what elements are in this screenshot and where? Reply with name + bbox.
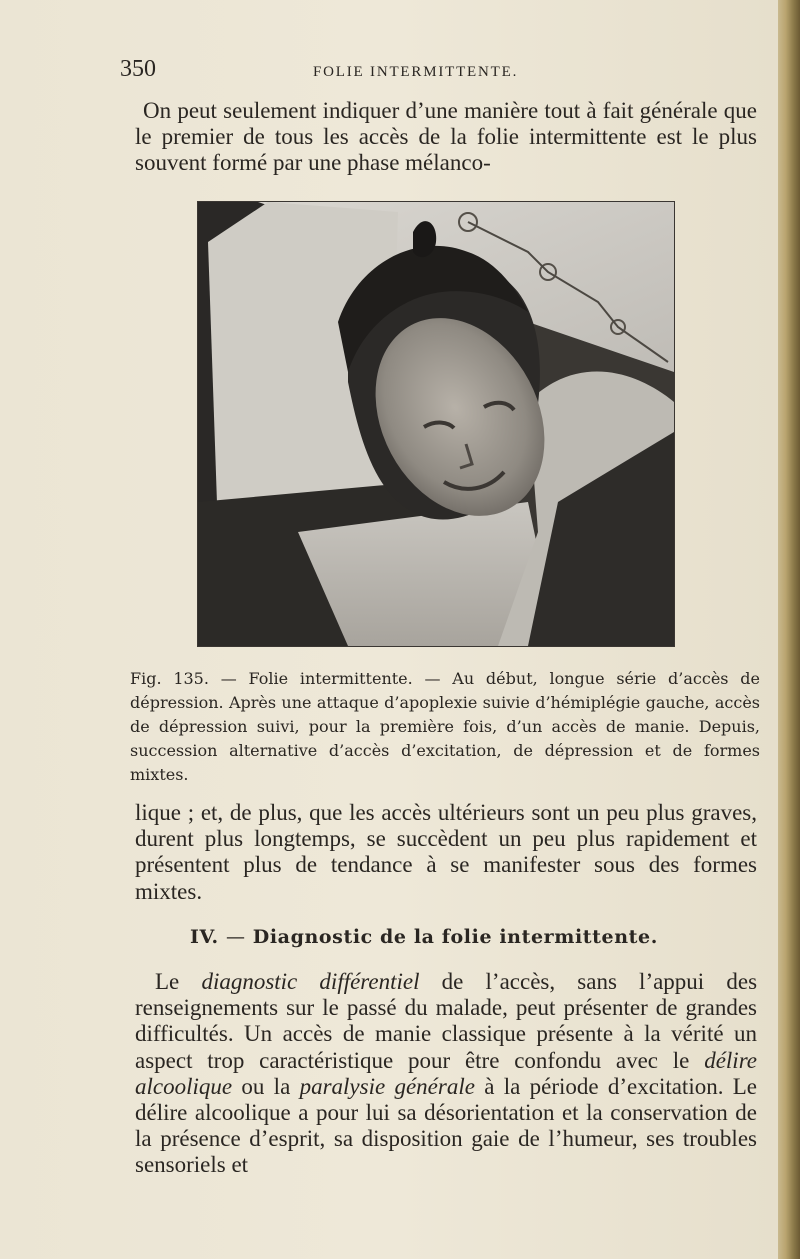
figure-caption: [130, 667, 760, 787]
paragraph-1: On peut seulement indiquer d’une manière tout à fait générale que le premier de tous les accès de la folie intermittente est le plus souvent formé par une phase mélanco-: [135, 98, 757, 176]
section-number: IV.: [190, 926, 219, 948]
page-header: [120, 56, 760, 90]
paragraph-2: lique ; et, de plus, que les accès ultérieurs sont un peu plus graves, durent plus longtemps, se succèdent un peu plus rapidement et présentent plus de tendance à se manifester sous des formes mixtes.: [135, 800, 757, 904]
figure-photograph: [198, 202, 674, 646]
paragraph-3-part-2: de l’accès, sans l’appui des renseignements sur le passé du malade, peut présenter de grandes difficultés. Un accès de manie classique présente à la vérité un aspect trop caractéristique pour être confondu avec le: [135, 969, 758, 1073]
paragraph-3-part-3: ou la: [241, 1073, 291, 1099]
running-title: FOLIE INTERMITTENTE.: [313, 64, 519, 80]
section-title: Diagnostic de la folie intermittente.: [252, 926, 658, 948]
section-heading: [190, 926, 750, 948]
paragraph-3-part-1: Le: [155, 969, 180, 994]
paragraph-3-italic-2: délire alcoolique: [135, 1047, 757, 1099]
figure-label: Fig. 135. —: [130, 669, 237, 688]
section-dash: —: [225, 926, 246, 948]
paragraph-3-italic-3: paralysie générale: [299, 1073, 475, 1099]
paragraph-3-part-4: à la période d’excitation. Le délire alcoolique a pour lui sa désorientation et la conservation de la présence d’esprit, sa disposition gaie de l’humeur, ses troubles sensoriels et: [135, 1073, 758, 1178]
paragraph-3-italic-1: diagnostic différentiel: [201, 969, 420, 994]
page-number: 350: [120, 56, 156, 82]
photograph-portrait-icon: [198, 202, 674, 646]
page-edge: [778, 0, 800, 1259]
figure-caption-text: Folie intermittente. — Au début, longue série d’accès de dépression. Après une attaque d’apoplexie suivie d’hémiplégie gauche, accès de dépression suivi, pour la première fois, d’un accès de manie. Depuis, succession alternative d’accès d’excitation, de dépression et de formes mixtes.: [130, 669, 760, 784]
paragraph-3: [135, 969, 757, 1179]
